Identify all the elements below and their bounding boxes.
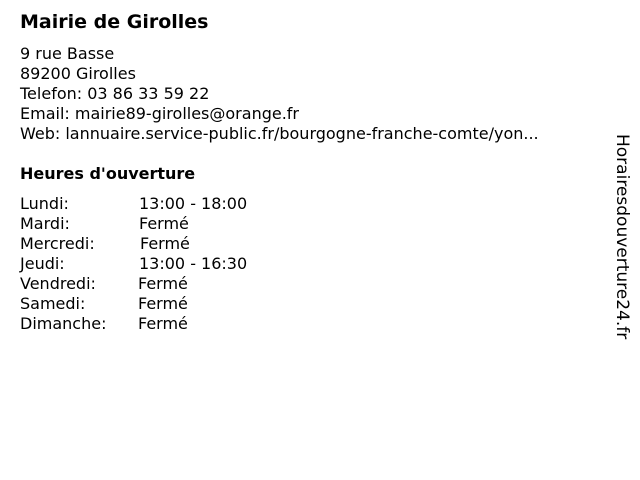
day-label: Vendredi: xyxy=(20,274,96,293)
day-hours: Fermé xyxy=(139,214,189,233)
day-hours: 13:00 - 18:00 xyxy=(139,194,248,213)
day-label: Dimanche: xyxy=(20,314,107,333)
phone-line[interactable]: Telefon: 03 86 33 59 22 xyxy=(20,84,210,103)
day-label: Jeudi: xyxy=(20,254,65,273)
page-title: Mairie de Girolles xyxy=(20,11,209,33)
email-line[interactable]: Email: mairie89-girolles@orange.fr xyxy=(20,104,299,123)
web-line[interactable]: Web: lannuaire.service-public.fr/bourgogne-franche-comte/yon... xyxy=(20,124,539,143)
street-line: 9 rue Basse xyxy=(20,44,115,63)
site-watermark: Horairesdouverture24.fr xyxy=(612,134,632,340)
day-hours: Fermé xyxy=(138,274,188,293)
day-label: Samedi: xyxy=(20,294,86,313)
city-line: 89200 Girolles xyxy=(20,64,136,83)
day-label: Mercredi: xyxy=(20,234,95,253)
hours-heading: Heures d'ouverture xyxy=(20,164,196,183)
day-label: Mardi: xyxy=(20,214,70,233)
day-hours: Fermé xyxy=(138,314,188,333)
day-hours: Fermé xyxy=(140,234,190,253)
address-block xyxy=(20,44,539,144)
day-hours: 13:00 - 16:30 xyxy=(139,254,248,273)
day-hours: Fermé xyxy=(138,294,188,313)
day-label: Lundi: xyxy=(20,194,69,213)
